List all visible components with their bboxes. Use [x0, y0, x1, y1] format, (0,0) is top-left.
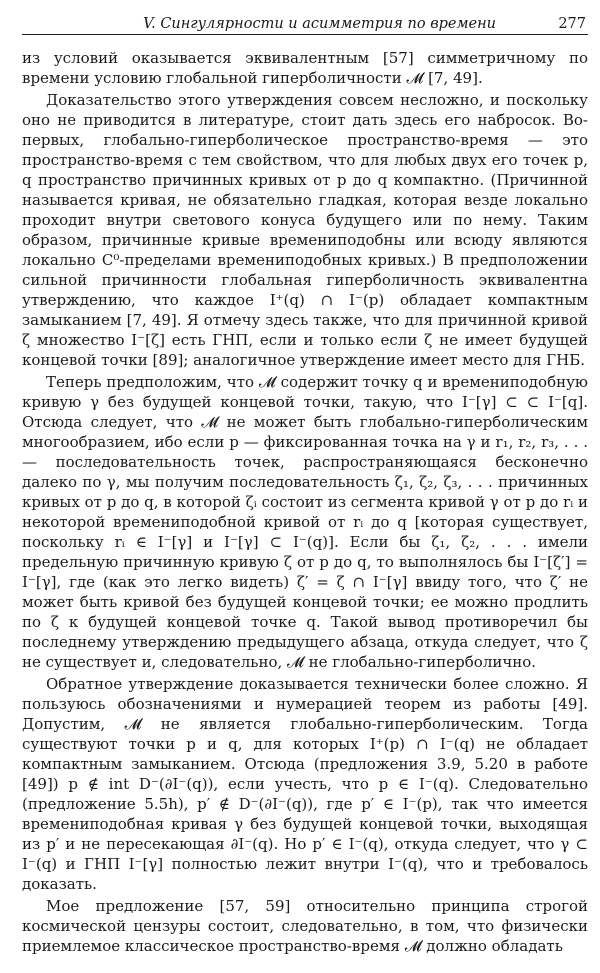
paragraph-4: Обратное утверждение доказывается технически более сложно. Я пользуюсь обозначениями и нумерацией теорем из работы [49]. Допустим, 𝓜 не является глобально-гиперболическим. Тогда существуют точки p и q, для которых I⁺(p) ∩ I⁻(q) не обладает компактным замыканием. Отсюда (предложения 3.9, 5.20 в работе [49]) p ∉ int D⁻(∂I⁻(q)), если учесть, что p ∈ I⁻(q). Следовательно (предложение 5.5h), p′ ∉ D⁻(∂I⁻(q)), где p′ ∈ I⁻(p), так что имеется времениподобная кривая γ без будущей концевой точки, выходящая из p′ и не пересекающая ∂I⁻(q). Но p′ ∈ I⁻(q), откуда следует, что γ ⊂ I⁻(q) и ГНП I⁻[γ] полностью лежит внутри I⁻(q), что и требовалось доказать.: [22, 675, 588, 893]
page-number: 277: [558, 16, 586, 32]
paragraph-1: из условий оказывается эквивалентным [57] симметричному по времени условию глобальной гиперболичности 𝓜 [7, 49].: [22, 49, 588, 87]
paragraph-3: Теперь предположим, что 𝓜 содержит точку q и времениподобную кривую γ без будущей концевой точки, такую, что I⁻[γ] ⊂ ⊂ I⁻[q]. Отсюда следует, что 𝓜 не может быть глобально-гиперболическим многообразием, ибо если p — фиксированная точка на γ и r₁, r₂, r₃, . . . — последовательность точек, распространяющаяся бесконечно далеко по γ, мы получим последовательность ζ₁, ζ₂, ζ₃, . . . причинных кривых от p до q, в которой ζᵢ состоит из сегмента кривой γ от p до rᵢ и некоторой времениподобной кривой от rᵢ до q [которая существует, поскольку rᵢ ∈ I⁻[γ] и I⁻[γ] ⊂ I⁻(q)]. Если бы ζ₁, ζ₂, . . . имели предельную причинную кривую ζ от p до q, то выполнялось бы I⁻[ζ′] = I⁻[γ], где (как это легко видеть) ζ′ = ζ ∩ I⁻[γ] ввиду того, что ζ′ не может быть кривой без будущей концевой точки; ее можно продлить по ζ к будущей концевой точке q. Такой вывод противоречил бы последнему утверждению предыдущего абзаца, откуда следует, что ζ не существует и, следовательно, 𝓜 не глобально-гиперболично.: [22, 373, 588, 671]
paragraph-2: Доказательство этого утверждения совсем несложно, и поскольку оно не приводится в литературе, стоит дать здесь его набросок. Во-первых, глобально-гиперболическое пространство-время — это пространство-время с тем свойством, что для любых двух его точек p, q пространство причинных кривых от p до q компактно. (Причинной называется кривая, не обязательно гладкая, которая везде локально проходит внутри светового конуса будущего или по нему. Таким образом, причинные кривые времениподобны или всюду являются локально C⁰-пределами времениподобных кривых.) В предположении сильной причинности глобальная гиперболичность эквивалентна утверждению, что каждое I⁺(q) ∩ I⁻(p) обладает компактным замыканием [7, 49]. Я отмечу здесь также, что для причинной кривой ζ множество I⁻[ζ] есть ГНП, если и только если ζ не имеет будущей концевой точки [89]; аналогичное утверждение имеет место для ГНБ.: [22, 91, 588, 369]
paragraph-5: Мое предложение [57, 59] относительно принципа строгой космической цензуры состоит, следовательно, в том, что физически приемлемое классическое пространство-время 𝓜 должно обладать: [22, 897, 588, 955]
running-title: V. Сингулярности и асимметрия по времени: [143, 16, 496, 32]
page-body: [22, 48, 588, 956]
running-header: [22, 10, 588, 35]
